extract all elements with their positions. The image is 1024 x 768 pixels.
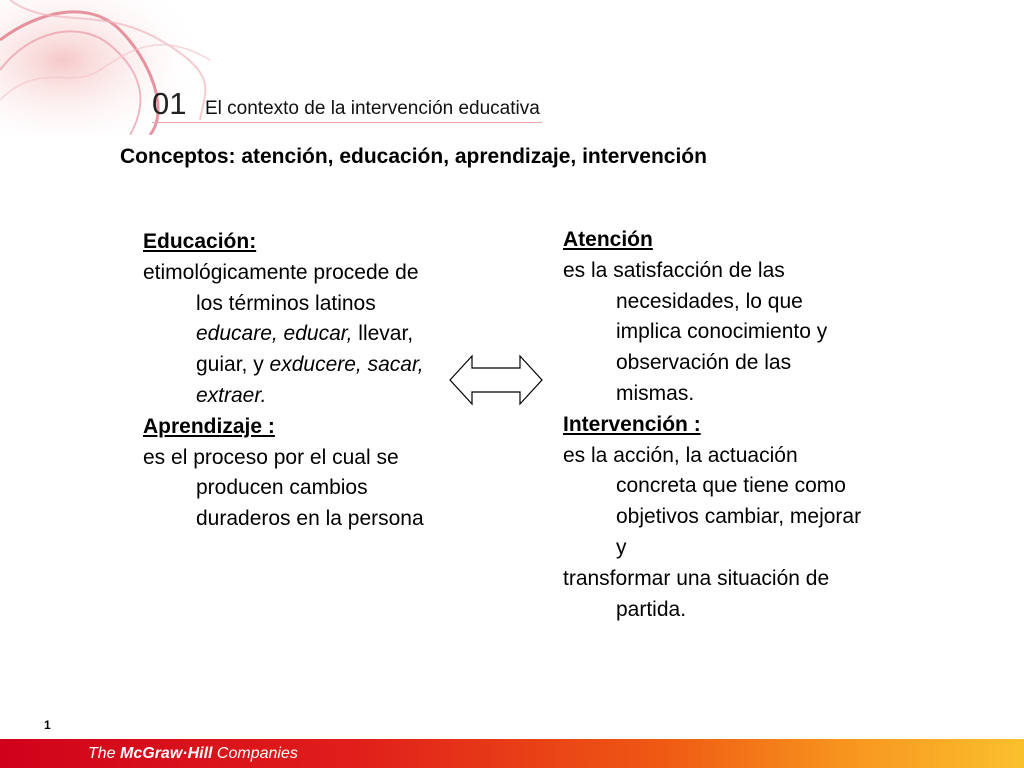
attention-line: implica conocimiento y — [616, 320, 828, 344]
page-number: 1 — [44, 718, 51, 732]
company-logo-text — [88, 744, 298, 764]
intervention-line: concreta que tiene como — [616, 474, 846, 498]
attention-line: observación de las — [616, 351, 792, 375]
education-line: los términos latinos — [196, 291, 376, 315]
intervention-line: objetivos cambiar, mejorar — [616, 505, 862, 529]
education-text: guiar, y — [196, 353, 270, 377]
education-line — [143, 319, 503, 350]
company-prefix: The — [88, 745, 121, 762]
company-brand: McGraw·Hill — [120, 745, 213, 762]
learning-heading: Aprendizaje : — [143, 414, 275, 438]
learning-line: duraderos en la persona — [196, 507, 424, 531]
chapter-title: El contexto de la intervención educativa — [205, 98, 540, 119]
intervention-line: y — [616, 535, 627, 559]
education-text: llevar, — [352, 322, 414, 346]
chapter-number: 01 — [152, 86, 187, 121]
slide-subtitle: Conceptos: atención, educación, aprendizaje, intervención — [120, 145, 707, 168]
intervention-line: es la acción, la actuación — [563, 443, 798, 467]
learning-line: es el proceso por el cual se — [143, 445, 399, 469]
company-suffix: Companies — [212, 745, 298, 762]
education-line: etimológicamente procede de — [143, 260, 419, 284]
education-latin-term: extraer. — [196, 383, 267, 407]
education-heading: Educación: — [143, 230, 257, 253]
intervention-line: partida. — [616, 597, 687, 621]
intervention-heading: Intervención : — [563, 412, 701, 436]
attention-line: mismas. — [616, 381, 695, 405]
attention-heading: Atención — [563, 228, 653, 251]
double-arrow-icon — [448, 354, 544, 406]
chapter-divider — [152, 122, 542, 123]
education-latin-term: exducere, sacar, — [269, 353, 424, 377]
right-column — [563, 225, 938, 625]
attention-line: es la satisfacción de las — [563, 258, 785, 282]
education-latin-term: educare, educar, — [196, 322, 353, 346]
learning-line: producen cambios — [196, 476, 368, 500]
intervention-line: transformar una situación de — [563, 566, 830, 590]
attention-line: necesidades, lo que — [616, 289, 803, 313]
